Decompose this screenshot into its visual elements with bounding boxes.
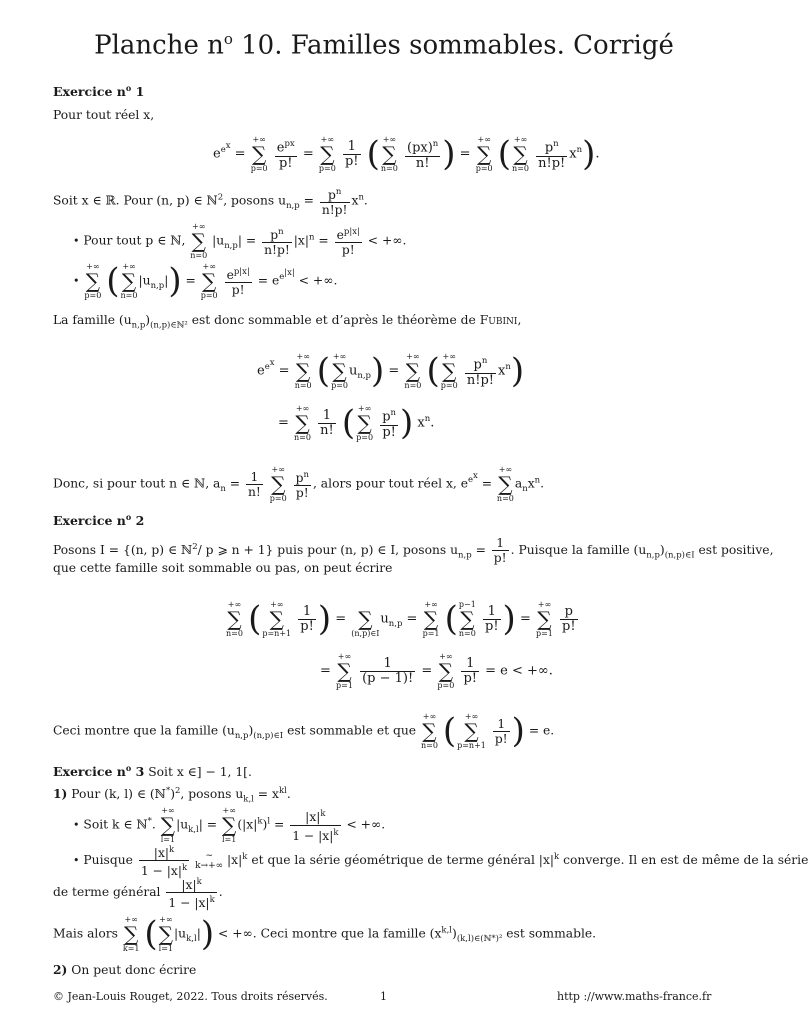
ex3-q2: 2) On peut donc écrire — [53, 962, 197, 977]
ex3-bullet-2: • Puisque $\frac{|x|^k}{1 - |x|^k}$ ∼ k→+∞ $|x|^k$ et que la série géométrique de terme général $|x|^k$ converge. Il en est de même de la série — [73, 845, 808, 879]
ex3-bullet-1: • Soit k ∈ ℕ*. +∞ ∑ l=1 $|u_{k,l}|$ = +∞ ∑ l=1 $(|x|^k)^l$ = $\frac{|x|^k}{1 - |x|^k}$ < +∞. — [73, 806, 386, 844]
ex1-equation-2b: = +∞ ∑ n=0 $\frac{1}{n!}$ ( +∞ ∑ p=0 $\frac{p^n}{p!}$ ) $x^n$. — [278, 403, 435, 443]
ex1-equation-2a: $e^{e^x}$ = +∞ ∑ n=0 ( +∞ ∑ p=0 $u_{n,p}$) = +∞ ∑ n=0 ( +∞ ∑ p=0 $\frac{p^n}{n!p!}$ $x^n$) — [257, 351, 525, 391]
exercise-1-heading: Exercice $n^o$ 1 — [53, 83, 145, 100]
footer-page-number: 1 — [380, 990, 387, 1003]
footer-url[interactable]: http ://www.maths-france.fr — [557, 990, 712, 1003]
footer-copyright: © Jean-Louis Rouget, 2022. Tous droits réservés. — [53, 990, 328, 1003]
exercise-3-heading: Exercice $n^o$ 3 Soit x ∈] − 1, 1[. — [53, 763, 252, 780]
ex3-bullet-2b: de terme général $\frac{|x|^k}{1 - |x|^k}$ . — [53, 877, 223, 911]
ex2-equation-1: +∞ ∑ n=0 ( +∞ ∑ p=n+1 $\frac{1}{p!}$ ) = ∑ (n,p)∈I $u_{n,p}$ = +∞ ∑ p=1 ( p−1 ∑ n=0 $\frac{1}{p!}$ ) = +∞ ∑ p=1 $\frac{p}{p!}$ — [226, 599, 576, 639]
ex2-line-2: que cette famille soit sommable ou pas, on peut écrire — [53, 561, 393, 575]
ex1-bullet-2: • +∞ ∑ p=0 ( +∞ ∑ n=0 $|u_{n,p}|$) = +∞ ∑ p=0 $\frac{e^{p|x|}}{p!}$ = $e^{e^{|x|}}$ < +∞. — [73, 261, 338, 301]
ex1-line-3: La famille $(u_{n,p})_{(n,p)\in ℕ^2}$ est donc sommable et d’après le théorème de Fubini, — [53, 313, 522, 331]
ex1-intro: Pour tout réel x, — [53, 108, 155, 122]
ex2-equation-2: = +∞ ∑ p=1 $\frac{1}{(p - 1)!}$ = +∞ ∑ p=0 $\frac{1}{p!}$ = e < +∞. — [320, 652, 553, 690]
ex1-equation-1: $e^{e^x}$ = +∞ ∑ p=0 $\frac{e^{px}}{p!}$ = +∞ ∑ p=0 $\frac{1}{p!}$ ( +∞ ∑ n=0 $\frac{(px)^n}{n!}$ ) = +∞ ∑ p=0 ( +∞ ∑ n=0 $\frac{p^n}{n!p!}$ $x^n$). — [213, 134, 600, 174]
exercise-2-heading: Exercice $n^o$ 2 — [53, 512, 145, 529]
ex3-line-1: Mais alors +∞ ∑ k=1 ( +∞ ∑ l=1 $|u_{k,l}|$) < +∞. Ceci montre que la famille $(x^{k,l})_{(k,l)\in(ℕ*)^2}$ est sommable. — [53, 914, 597, 954]
page-title: Planche $n^o$ 10. Familles sommables. Corrigé — [94, 30, 674, 61]
ex2-line-1: Posons I = {(n, p) ∈ ℕ$^2$/ p ⩾ n + 1} puis pour (n, p) ∈ I, posons $u_{n,p}$ = $\frac{1}{p!}$ . Puisque la famille $(u_{n,p})_{(n,p)\in I}$ est positive, — [53, 536, 774, 565]
ex1-conclusion: Donc, si pour tout n ∈ ℕ, $a_n$ = $\frac{1}{n!}$ +∞ ∑ p=0 $\frac{p^n}{p!}$ , alors pour tout réel x, $e^{e^x}$ = +∞ ∑ n=0 $a_nx^n$. — [53, 465, 545, 503]
ex1-bullet-1: • Pour tout p ∈ ℕ, +∞ ∑ n=0 $|u_{n,p}|$ = $\frac{p^n}{n!p!}$ $|x|^n$ = $\frac{e^{p|x|}}{p!}$ < +∞. — [73, 222, 407, 260]
ex2-conclusion: Ceci montre que la famille $(u_{n,p})_{(n,p)\in I}$ est sommable et que +∞ ∑ n=0 ( +∞ ∑ p=n+1 $\frac{1}{p!}$ ) = e. — [53, 711, 555, 751]
ex3-q1: 1) Pour (k, l) ∈ (ℕ*)$^2$, posons $u_{k,l} = x^{kl}$. — [53, 786, 291, 805]
ex1-line-2: Soit x ∈ ℝ. Pour (n, p) ∈ ℕ$^2$, posons $u_{n,p}$ = $\frac{p^n}{n!p!}$ $x^n$. — [53, 187, 368, 218]
